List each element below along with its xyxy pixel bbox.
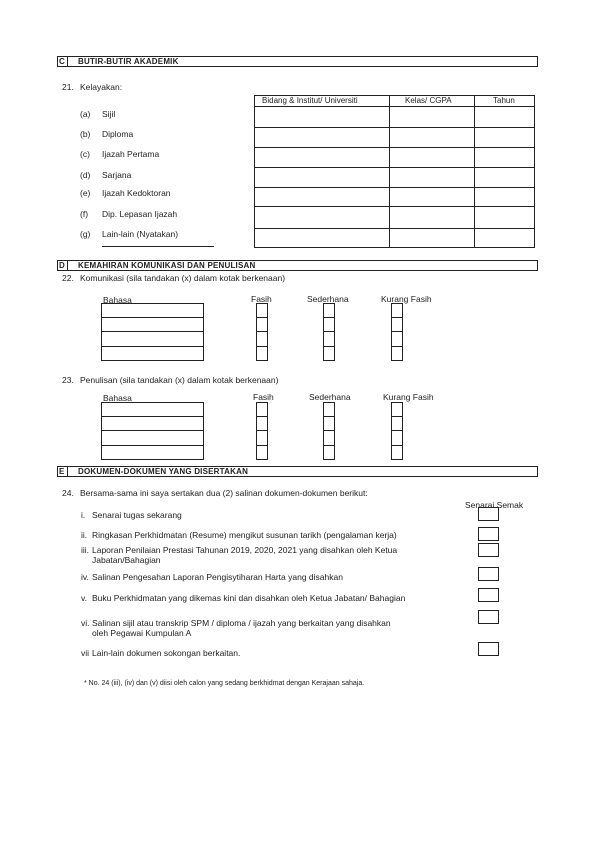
section-c-letter: C [58,57,68,66]
academic-tahun-cell[interactable] [475,148,535,167]
section-c-header [57,56,538,67]
academic-tahun-cell[interactable] [475,207,535,228]
q22-sederhana-checkbox[interactable] [324,319,334,333]
document-number: vii [81,648,90,658]
q23-fasih-checkbox[interactable] [257,432,267,446]
q23-col-kurang-fasih: Kurang Fasih [383,392,434,402]
q23-bahasa-input[interactable] [102,447,203,461]
academic-kelas-cell[interactable] [390,107,474,127]
qualification-label: Sijil [102,109,116,119]
academic-kelas-cell[interactable] [390,229,474,248]
academic-tahun-cell[interactable] [475,229,535,248]
academic-kelas-cell[interactable] [390,188,474,206]
senarai-semak-checkbox[interactable] [478,567,499,581]
q22-bahasa-input[interactable] [102,319,203,333]
q23-bahasa-input[interactable] [102,418,203,432]
qualification-label: Sarjana [102,170,132,180]
senarai-semak-checkbox[interactable] [478,588,499,602]
q23-label: Penulisan (sila tandakan (x) dalam kotak berkenaan) [80,375,279,385]
q22-kurang-fasih-checkbox[interactable] [392,319,402,333]
document-label: Senarai tugas sekarang [92,510,182,520]
q22-bahasa-input[interactable] [102,348,203,362]
q23-fasih-checkbox[interactable] [257,403,267,417]
document-label: Salinan Pengesahan Laporan Pengisytiharan Harta yang disahkan [92,572,343,582]
q22-col-bahasa: Bahasa [103,295,132,305]
senarai-semak-checkbox[interactable] [478,543,499,557]
q23-kurang-fasih-checkbox[interactable] [392,403,402,417]
q22-sederhana-checkbox[interactable] [324,348,334,362]
q22-sederhana-checkbox[interactable] [324,304,334,318]
q23-col-sederhana: Sederhana [309,392,351,402]
q23-sederhana-checkbox[interactable] [324,418,334,432]
document-label-line2: oleh Pegawai Kumpulan A [92,628,192,638]
q22-fasih-checkbox[interactable] [257,304,267,318]
academic-bidang-cell[interactable] [255,229,389,248]
q21-label: Kelayakan: [80,82,123,92]
academic-tahun-cell[interactable] [475,168,535,187]
qualification-label: Ijazah Pertama [102,149,160,159]
q23-sederhana-checkbox[interactable] [324,447,334,461]
senarai-semak-checkbox[interactable] [478,610,499,624]
academic-kelas-cell[interactable] [390,207,474,228]
document-number: ii. [81,530,88,540]
qualification-letter: (f) [80,209,89,219]
document-label: Ringkasan Perkhidmatan (Resume) mengikut susunan tarikh (pengalaman kerja) [92,530,397,540]
academic-kelas-cell[interactable] [390,168,474,187]
q22-kurang-fasih-checkbox[interactable] [392,348,402,362]
q23-bahasa-input[interactable] [102,403,203,417]
academic-tahun-cell[interactable] [475,107,535,127]
q22-sederhana-checkbox[interactable] [324,333,334,347]
q23-sederhana-checkbox[interactable] [324,432,334,446]
q23-kurang-fasih-checkbox[interactable] [392,418,402,432]
senarai-semak-checkbox[interactable] [478,527,499,541]
q22-bahasa-input[interactable] [102,304,203,318]
academic-bidang-cell[interactable] [255,107,389,127]
q22-col-sederhana: Sederhana [307,294,349,304]
document-label: Salinan sijil atau transkrip SPM / diploma / ijazah yang berkaitan yang disahkan [92,618,391,628]
document-label: Laporan Penilaian Prestasi Tahunan 2019, 2020, 2021 yang disahkan oleh Ketua [92,545,398,555]
academic-kelas-cell[interactable] [390,128,474,147]
q22-fasih-checkbox[interactable] [257,319,267,333]
document-number: i. [81,510,86,520]
qualification-label: Ijazah Kedoktoran [102,188,171,198]
q22-number: 22. [62,273,74,283]
academic-bidang-cell[interactable] [255,148,389,167]
section-c-title: BUTIR-BUTIR AKADEMIK [78,57,179,66]
qualification-letter: (b) [80,129,91,139]
academic-bidang-cell[interactable] [255,168,389,187]
q24-number: 24. [62,488,74,498]
q22-label: Komunikasi (sila tandakan (x) dalam kotak berkenaan) [80,273,286,283]
q22-bahasa-input[interactable] [102,333,203,347]
senarai-semak-checkbox[interactable] [478,507,499,521]
section-e-header [57,466,538,477]
senarai-semak-checkbox[interactable] [478,642,499,656]
q23-fasih-checkbox[interactable] [257,418,267,432]
q22-col-kurang-fasih: Kurang Fasih [381,294,432,304]
section-d-header [57,260,538,271]
q23-bahasa-input[interactable] [102,432,203,446]
q22-kurang-fasih-checkbox[interactable] [392,333,402,347]
qualification-label: Dip. Lepasan Ijazah [102,209,178,219]
lain-lain-underline [102,246,214,247]
academic-bidang-cell[interactable] [255,188,389,206]
q23-col-fasih: Fasih [253,392,274,402]
section-d-title: KEMAHIRAN KOMUNIKASI DAN PENULISAN [78,261,256,270]
qualification-letter: (g) [80,229,91,239]
section-e-title: DOKUMEN-DOKUMEN YANG DISERTAKAN [78,467,249,476]
q23-number: 23. [62,375,74,385]
document-number: iv. [81,572,89,582]
q23-sederhana-checkbox[interactable] [324,403,334,417]
q21-number: 21. [62,82,74,92]
academic-tahun-cell[interactable] [475,188,535,206]
q23-fasih-checkbox[interactable] [257,447,267,461]
header-tahun: Tahun [493,96,515,105]
qualification-label: Diploma [102,129,134,139]
document-number: iii. [81,545,90,555]
document-number: v. [81,593,87,603]
section-d-letter: D [58,261,68,270]
section-e-letter: E [58,467,68,476]
footnote: * No. 24 (iii), (iv) dan (v) diisi oleh calon yang sedang berkhidmat dengan Kerajaan sahaja. [84,680,365,687]
q23-col-bahasa: Bahasa [103,393,132,403]
academic-bidang-cell[interactable] [255,128,389,147]
document-label-line2: Jabatan/Bahagian [92,555,161,565]
q22-col-fasih: Fasih [251,294,272,304]
q23-kurang-fasih-checkbox[interactable] [392,432,402,446]
academic-kelas-cell[interactable] [390,148,474,167]
qualification-letter: (e) [80,188,91,198]
q23-kurang-fasih-checkbox[interactable] [392,447,402,461]
qualification-label: Lain-lain (Nyatakan) [102,229,179,239]
qualification-letter: (d) [80,170,91,180]
document-label: Buku Perkhidmatan yang dikemas kini dan disahkan oleh Ketua Jabatan/ Bahagian [92,593,406,603]
header-bidang: Bidang & Institut/ Universiti [262,96,358,105]
q24-label: Bersama-sama ini saya sertakan dua (2) salinan dokumen-dokumen berikut: [80,488,368,498]
senarai-semak-label: Senarai Semak [465,500,524,510]
qualification-letter: (c) [80,149,90,159]
q22-kurang-fasih-checkbox[interactable] [392,304,402,318]
q22-fasih-checkbox[interactable] [257,348,267,362]
document-label: Lain-lain dokumen sokongan berkaitan. [92,648,241,658]
qualification-letter: (a) [80,109,91,119]
q22-fasih-checkbox[interactable] [257,333,267,347]
academic-bidang-cell[interactable] [255,207,389,228]
header-kelas: Kelas/ CGPA [405,96,452,105]
academic-tahun-cell[interactable] [475,128,535,147]
document-number: vi. [81,618,90,628]
